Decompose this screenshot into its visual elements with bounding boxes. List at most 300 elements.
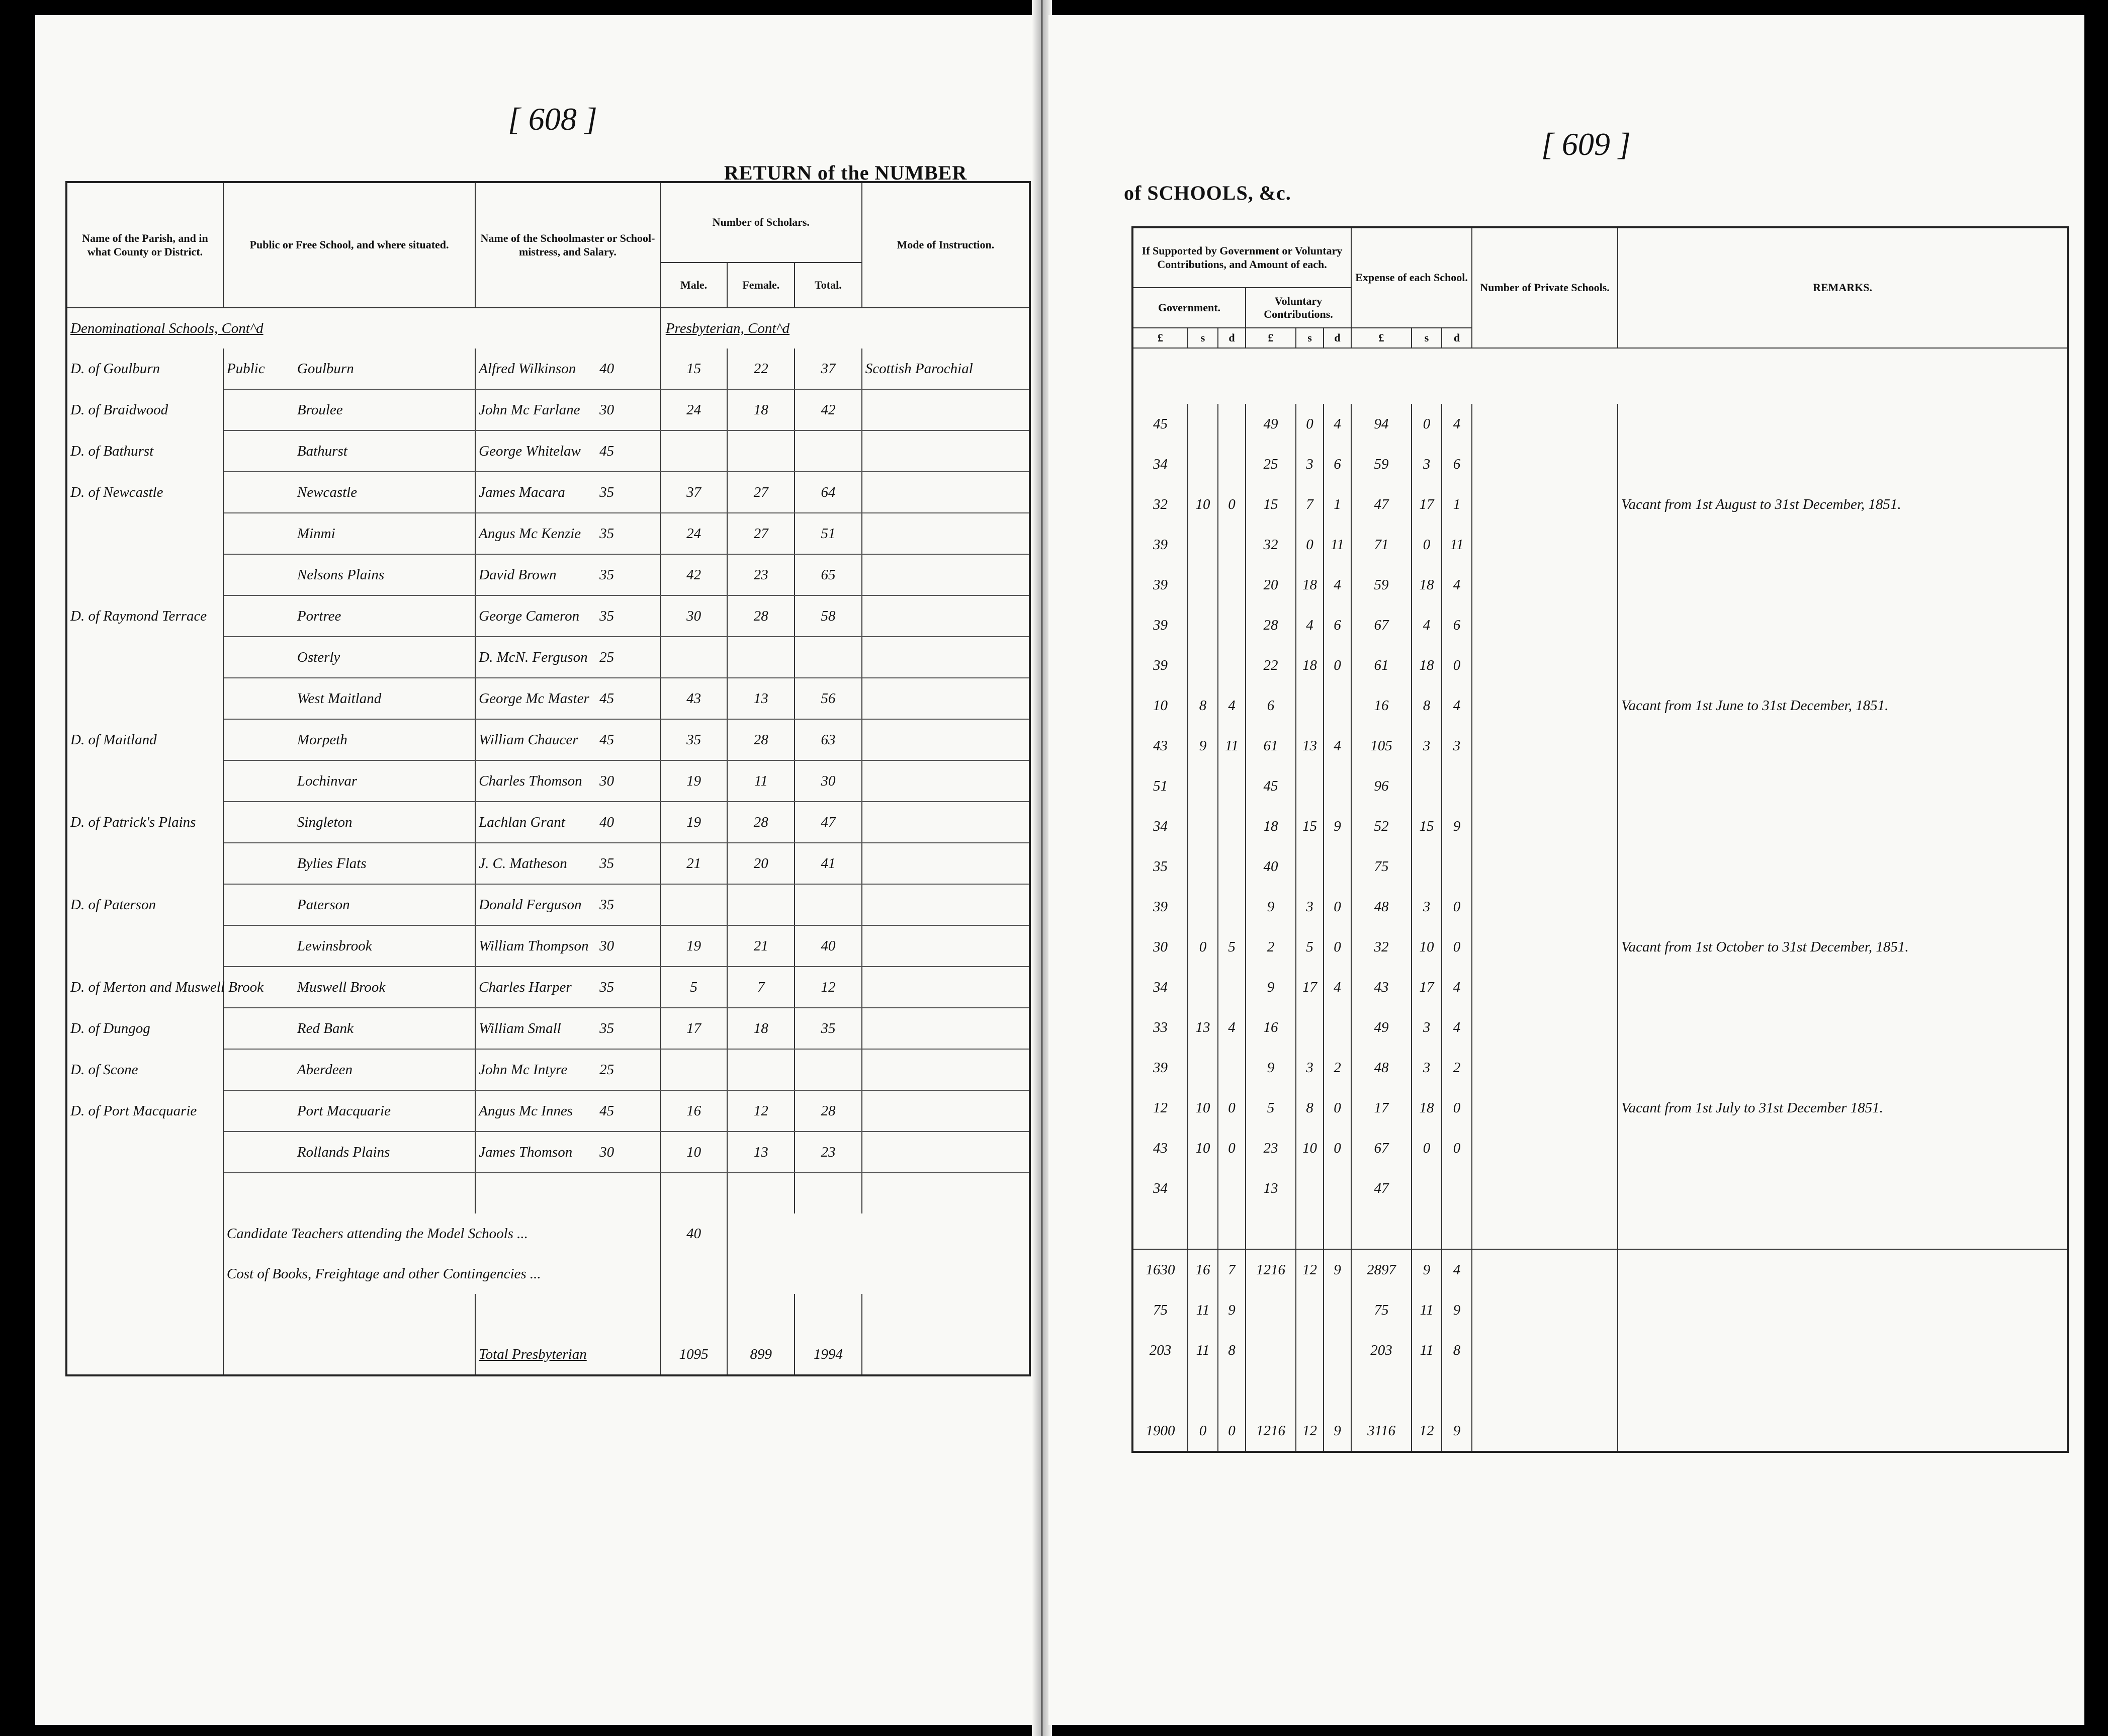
header-l: £ xyxy=(1246,328,1296,348)
male-cell: 24 xyxy=(660,389,728,430)
note-ed: 9 xyxy=(1442,1290,1472,1330)
blank-cell xyxy=(862,1173,1030,1213)
total-ed: 9 xyxy=(1442,1411,1472,1452)
amount-vd: 4 xyxy=(1324,726,1351,766)
page-number: [ 608 ] xyxy=(508,101,597,137)
master-name: William Thompson xyxy=(479,937,589,954)
subtotal-es: 9 xyxy=(1412,1249,1442,1290)
parish-cell: D. of Maitland xyxy=(66,719,223,760)
page-number-right: [ 609 ] xyxy=(1541,126,1631,162)
total-vs: 12 xyxy=(1296,1411,1324,1452)
amount-gs xyxy=(1188,605,1218,645)
amount-vs xyxy=(1296,685,1324,726)
amount-vl: 18 xyxy=(1246,806,1296,846)
school-place: Muswell Brook xyxy=(297,979,386,995)
table-row xyxy=(1132,444,2068,484)
header-master: Name of the Schoolmaster or School-mistress, and Salary. xyxy=(475,182,660,308)
school-place: Rollands Plains xyxy=(297,1144,390,1160)
school-cell xyxy=(223,349,475,389)
banner-row xyxy=(66,308,1030,349)
subtotal-el: 2897 xyxy=(1351,1249,1412,1290)
amount-gd xyxy=(1218,525,1246,565)
master-cell xyxy=(475,513,660,554)
amount-es: 3 xyxy=(1412,726,1442,766)
master-cell xyxy=(475,430,660,472)
amount-vl: 5 xyxy=(1246,1088,1296,1128)
remarks-cell xyxy=(1618,967,2068,1007)
remarks-cell xyxy=(1618,887,2068,927)
amount-vl: 49 xyxy=(1246,404,1296,444)
master-salary: 35 xyxy=(599,855,614,872)
amount-vl: 28 xyxy=(1246,605,1296,645)
parish-cell xyxy=(66,1132,223,1173)
amount-ed: 11 xyxy=(1442,525,1472,565)
school-cell xyxy=(223,1090,475,1132)
parish-cell xyxy=(66,843,223,884)
school-cell xyxy=(223,1132,475,1173)
amount-gd xyxy=(1218,404,1246,444)
amount-gs: 10 xyxy=(1188,484,1218,525)
amount-vl: 61 xyxy=(1246,726,1296,766)
blank-cell xyxy=(862,1334,1030,1375)
amount-gd: 0 xyxy=(1218,1088,1246,1128)
master-salary: 45 xyxy=(599,731,614,748)
school-place: Bathurst xyxy=(297,443,347,459)
master-salary: 25 xyxy=(599,1061,614,1078)
total-cell: 35 xyxy=(795,1008,862,1049)
remarks-cell xyxy=(1618,726,2068,766)
amount-vs: 18 xyxy=(1296,645,1324,685)
table-row xyxy=(66,884,1030,925)
note-text: Candidate Teachers attending the Model Schools ... xyxy=(223,1213,660,1254)
amount-ed: 6 xyxy=(1442,605,1472,645)
blank-cell xyxy=(1296,1208,1324,1249)
parish-cell xyxy=(66,554,223,595)
amount-ed xyxy=(1442,1168,1472,1208)
note-salary xyxy=(660,1254,728,1294)
master-name: John Mc Intyre xyxy=(479,1061,568,1078)
mode-cell xyxy=(862,719,1030,760)
amount-vs: 10 xyxy=(1296,1128,1324,1168)
table-row xyxy=(1132,605,2068,645)
female-cell: 28 xyxy=(727,595,795,637)
female-cell: 21 xyxy=(727,925,795,967)
master-salary: 35 xyxy=(599,484,614,500)
private-cell xyxy=(1472,927,1618,967)
male-cell: 19 xyxy=(660,802,728,843)
master-name: Donald Ferguson xyxy=(479,896,582,913)
note-el: 203 xyxy=(1351,1330,1412,1370)
school-cell xyxy=(223,513,475,554)
amount-gs xyxy=(1188,1168,1218,1208)
total-male: 1095 xyxy=(660,1334,728,1375)
amount-vl: 16 xyxy=(1246,1007,1296,1048)
banner-row-right xyxy=(1132,348,2068,404)
header-total: Total. xyxy=(795,263,862,308)
school-type: Public xyxy=(226,360,265,377)
total-total: 1994 xyxy=(795,1334,862,1375)
amount-vs: 5 xyxy=(1296,927,1324,967)
amount-es: 3 xyxy=(1412,444,1442,484)
amount-gl: 39 xyxy=(1132,605,1188,645)
male-cell: 30 xyxy=(660,595,728,637)
amount-gs: 10 xyxy=(1188,1088,1218,1128)
left-page xyxy=(35,15,1036,1725)
amount-gl: 34 xyxy=(1132,444,1188,484)
amount-gl: 34 xyxy=(1132,806,1188,846)
amount-vs: 3 xyxy=(1296,1048,1324,1088)
parish-cell: D. of Newcastle xyxy=(66,472,223,513)
blank-cell xyxy=(727,1213,1030,1254)
remarks-cell xyxy=(1618,404,2068,444)
male-cell: 43 xyxy=(660,678,728,719)
total-cell: 51 xyxy=(795,513,862,554)
total-cell: 64 xyxy=(795,472,862,513)
amount-es: 0 xyxy=(1412,525,1442,565)
blank-cell xyxy=(1351,1208,1412,1249)
subtotal-gl: 1630 xyxy=(1132,1249,1188,1290)
blank-cell xyxy=(1442,1208,1472,1249)
parish-cell xyxy=(66,678,223,719)
master-cell xyxy=(475,843,660,884)
amount-vs xyxy=(1296,766,1324,806)
school-cell xyxy=(223,389,475,430)
header-s: s xyxy=(1188,328,1218,348)
amount-gl: 12 xyxy=(1132,1088,1188,1128)
master-salary: 30 xyxy=(599,772,614,789)
blank-cell xyxy=(1412,1370,1442,1411)
school-place: Morpeth xyxy=(297,731,347,748)
blank-cell xyxy=(1296,1370,1324,1411)
blank-cell xyxy=(223,1334,475,1375)
female-cell xyxy=(727,1049,795,1090)
right-page xyxy=(1048,15,2084,1725)
female-cell: 12 xyxy=(727,1090,795,1132)
blank-cell xyxy=(66,1173,223,1213)
blank-cell xyxy=(223,1173,475,1213)
amount-vd: 1 xyxy=(1324,484,1351,525)
master-cell xyxy=(475,1008,660,1049)
subtotal-vd: 9 xyxy=(1324,1249,1351,1290)
page-title: RETURN of the NUMBER xyxy=(724,161,968,184)
female-cell: 13 xyxy=(727,1132,795,1173)
total-cell xyxy=(795,637,862,678)
amount-gs: 0 xyxy=(1188,927,1218,967)
blank-cell xyxy=(475,1294,660,1334)
amount-vs xyxy=(1296,1168,1324,1208)
amount-vs: 15 xyxy=(1296,806,1324,846)
master-name: James Thomson xyxy=(479,1144,573,1160)
master-salary: 40 xyxy=(599,360,614,377)
table-row xyxy=(66,554,1030,595)
amount-vl: 32 xyxy=(1246,525,1296,565)
table-row xyxy=(66,513,1030,554)
table-row xyxy=(66,678,1030,719)
amount-gs: 13 xyxy=(1188,1007,1218,1048)
amount-gd xyxy=(1218,887,1246,927)
school-cell xyxy=(223,802,475,843)
school-place: Portree xyxy=(297,607,341,624)
table-row xyxy=(1132,726,2068,766)
note-row xyxy=(66,1254,1030,1294)
denomination-heading: Presbyterian, Cont^d xyxy=(665,320,790,336)
female-cell: 28 xyxy=(727,802,795,843)
blank-cell xyxy=(660,1173,728,1213)
amount-vs xyxy=(1296,846,1324,887)
mode-cell xyxy=(862,760,1030,802)
total-cell: 40 xyxy=(795,925,862,967)
school-place: Broulee xyxy=(297,401,343,418)
subtotal-ed: 4 xyxy=(1442,1249,1472,1290)
master-cell xyxy=(475,472,660,513)
table-row xyxy=(66,595,1030,637)
parish-cell: D. of Dungog xyxy=(66,1008,223,1049)
amount-gd: 4 xyxy=(1218,685,1246,726)
mode-cell xyxy=(862,1008,1030,1049)
amount-es xyxy=(1412,766,1442,806)
school-place: Lochinvar xyxy=(297,772,358,789)
private-cell xyxy=(1472,645,1618,685)
amount-el: 43 xyxy=(1351,967,1412,1007)
amount-gl: 39 xyxy=(1132,887,1188,927)
amount-vs: 0 xyxy=(1296,404,1324,444)
table-row xyxy=(66,1090,1030,1132)
note-gl: 203 xyxy=(1132,1330,1188,1370)
amount-gd xyxy=(1218,605,1246,645)
female-cell: 18 xyxy=(727,389,795,430)
amount-ed: 0 xyxy=(1442,645,1472,685)
table-row xyxy=(66,802,1030,843)
master-salary: 30 xyxy=(599,1144,614,1160)
remarks-cell xyxy=(1618,1007,2068,1048)
amount-es: 0 xyxy=(1412,1128,1442,1168)
amount-vd: 0 xyxy=(1324,1088,1351,1128)
master-cell xyxy=(475,719,660,760)
remarks-cell: Vacant from 1st June to 31st December, 1851. xyxy=(1618,685,2068,726)
amount-gs xyxy=(1188,444,1218,484)
school-place: Goulburn xyxy=(297,360,354,377)
amount-gl: 39 xyxy=(1132,645,1188,685)
total-cell: 65 xyxy=(795,554,862,595)
amount-gd xyxy=(1218,846,1246,887)
table-row xyxy=(1132,525,2068,565)
male-cell xyxy=(660,884,728,925)
blank-cell xyxy=(1442,1370,1472,1411)
master-cell xyxy=(475,925,660,967)
amount-vd xyxy=(1324,766,1351,806)
amount-gd xyxy=(1218,645,1246,685)
amount-ed xyxy=(1442,846,1472,887)
amount-vd: 0 xyxy=(1324,645,1351,685)
total-cell: 12 xyxy=(795,967,862,1008)
amount-es: 17 xyxy=(1412,967,1442,1007)
amount-ed: 0 xyxy=(1442,1128,1472,1168)
header-private: Number of Private Schools. xyxy=(1472,227,1618,348)
blank-cell xyxy=(66,1294,223,1334)
amount-gl: 34 xyxy=(1132,967,1188,1007)
blank-cell xyxy=(66,1213,223,1254)
parish-cell xyxy=(66,760,223,802)
private-cell xyxy=(1472,525,1618,565)
amount-gl: 43 xyxy=(1132,726,1188,766)
amount-el: 105 xyxy=(1351,726,1412,766)
mode-cell xyxy=(862,430,1030,472)
table-row xyxy=(1132,404,2068,444)
blank-cell xyxy=(1324,1290,1351,1330)
mode-cell xyxy=(862,678,1030,719)
blank-cell xyxy=(1618,1370,2068,1411)
amount-es xyxy=(1412,846,1442,887)
amount-vd: 2 xyxy=(1324,1048,1351,1088)
school-place: Newcastle xyxy=(297,484,358,500)
amount-vl: 20 xyxy=(1246,565,1296,605)
total-gl: 1900 xyxy=(1132,1411,1188,1452)
male-cell: 24 xyxy=(660,513,728,554)
table-row xyxy=(1132,1048,2068,1088)
blank-cell xyxy=(660,1294,728,1334)
blank-cell xyxy=(727,1173,795,1213)
amount-el: 52 xyxy=(1351,806,1412,846)
header-government: Government. xyxy=(1132,288,1246,328)
master-name: George Cameron xyxy=(479,607,580,624)
master-name: Alfred Wilkinson xyxy=(479,360,576,377)
note-row xyxy=(66,1213,1030,1254)
parish-cell: D. of Scone xyxy=(66,1049,223,1090)
blank-cell xyxy=(1324,1330,1351,1370)
master-cell xyxy=(475,389,660,430)
female-cell: 18 xyxy=(727,1008,795,1049)
amount-el: 48 xyxy=(1351,1048,1412,1088)
parish-cell: D. of Raymond Terrace xyxy=(66,595,223,637)
school-cell xyxy=(223,637,475,678)
subtotal-vs: 12 xyxy=(1296,1249,1324,1290)
spacer-row xyxy=(66,1294,1030,1334)
note-gd: 8 xyxy=(1218,1330,1246,1370)
school-cell xyxy=(223,472,475,513)
note-text: Cost of Books, Freightage and other Contingencies ... xyxy=(223,1254,660,1294)
total-el: 3116 xyxy=(1351,1411,1412,1452)
master-name: James Macara xyxy=(479,484,565,500)
master-name: J. C. Matheson xyxy=(479,855,567,872)
header-voluntary: Voluntary Contributions. xyxy=(1246,288,1351,328)
amount-vs: 3 xyxy=(1296,444,1324,484)
table-row xyxy=(66,760,1030,802)
remarks-cell: Vacant from 1st August to 31st December, 1851. xyxy=(1618,484,2068,525)
male-cell: 19 xyxy=(660,925,728,967)
header-l: £ xyxy=(1351,328,1412,348)
amount-ed: 6 xyxy=(1442,444,1472,484)
amount-vl: 45 xyxy=(1246,766,1296,806)
mode-cell xyxy=(862,1090,1030,1132)
private-cell xyxy=(1472,1048,1618,1088)
amount-gs xyxy=(1188,766,1218,806)
master-salary: 45 xyxy=(599,690,614,707)
male-cell: 42 xyxy=(660,554,728,595)
school-cell xyxy=(223,925,475,967)
female-cell: 11 xyxy=(727,760,795,802)
female-cell xyxy=(727,430,795,472)
school-place: Minmi xyxy=(297,525,335,542)
header-d: d xyxy=(1218,328,1246,348)
male-cell: 37 xyxy=(660,472,728,513)
amount-vd: 4 xyxy=(1324,404,1351,444)
blank-cell xyxy=(1296,1290,1324,1330)
amount-el: 75 xyxy=(1351,846,1412,887)
blank-cell xyxy=(1472,1330,1618,1370)
amount-ed: 3 xyxy=(1442,726,1472,766)
total-cell: 58 xyxy=(795,595,862,637)
amount-el: 67 xyxy=(1351,605,1412,645)
female-cell: 28 xyxy=(727,719,795,760)
amount-vl: 23 xyxy=(1246,1128,1296,1168)
note-el: 75 xyxy=(1351,1290,1412,1330)
total-female: 899 xyxy=(727,1334,795,1375)
amount-gs: 10 xyxy=(1188,1128,1218,1168)
private-cell xyxy=(1472,887,1618,927)
amount-gd xyxy=(1218,806,1246,846)
amount-gl: 39 xyxy=(1132,525,1188,565)
total-label xyxy=(475,1334,660,1375)
amount-el: 17 xyxy=(1351,1088,1412,1128)
amount-ed: 1 xyxy=(1442,484,1472,525)
master-name: William Small xyxy=(479,1020,561,1036)
total-row xyxy=(66,1334,1030,1375)
female-cell: 27 xyxy=(727,513,795,554)
school-cell xyxy=(223,884,475,925)
master-salary: 30 xyxy=(599,937,614,954)
amount-ed: 9 xyxy=(1442,806,1472,846)
master-cell xyxy=(475,678,660,719)
school-cell xyxy=(223,1008,475,1049)
header-remarks: REMARKS. xyxy=(1618,227,2068,348)
blank-cell xyxy=(795,1294,862,1334)
school-cell xyxy=(223,678,475,719)
amount-es: 17 xyxy=(1412,484,1442,525)
total-vd: 9 xyxy=(1324,1411,1351,1452)
mode-cell xyxy=(862,389,1030,430)
amount-gd: 4 xyxy=(1218,1007,1246,1048)
school-place: Bylies Flats xyxy=(297,855,367,872)
amount-el: 96 xyxy=(1351,766,1412,806)
amount-vd: 11 xyxy=(1324,525,1351,565)
female-cell: 22 xyxy=(727,349,795,389)
amount-vs: 17 xyxy=(1296,967,1324,1007)
amount-vl: 40 xyxy=(1246,846,1296,887)
blank-cell xyxy=(1618,1411,2068,1452)
private-cell xyxy=(1472,846,1618,887)
school-place: Lewinsbrook xyxy=(297,937,372,954)
female-cell xyxy=(727,884,795,925)
amount-vl: 22 xyxy=(1246,645,1296,685)
master-cell xyxy=(475,1132,660,1173)
amount-el: 49 xyxy=(1351,1007,1412,1048)
blank-cell xyxy=(727,1294,795,1334)
blank-cell xyxy=(862,1294,1030,1334)
blank-cell xyxy=(1472,1290,1618,1330)
mode-cell xyxy=(862,925,1030,967)
amount-vs: 8 xyxy=(1296,1088,1324,1128)
school-place: Singleton xyxy=(297,814,353,830)
total-gd: 0 xyxy=(1218,1411,1246,1452)
remarks-cell xyxy=(1618,806,2068,846)
blank-cell xyxy=(727,1254,1030,1294)
total-cell: 56 xyxy=(795,678,862,719)
amount-gl: 43 xyxy=(1132,1128,1188,1168)
master-salary: 30 xyxy=(599,401,614,418)
amount-gl: 32 xyxy=(1132,484,1188,525)
amount-el: 16 xyxy=(1351,685,1412,726)
male-cell: 35 xyxy=(660,719,728,760)
